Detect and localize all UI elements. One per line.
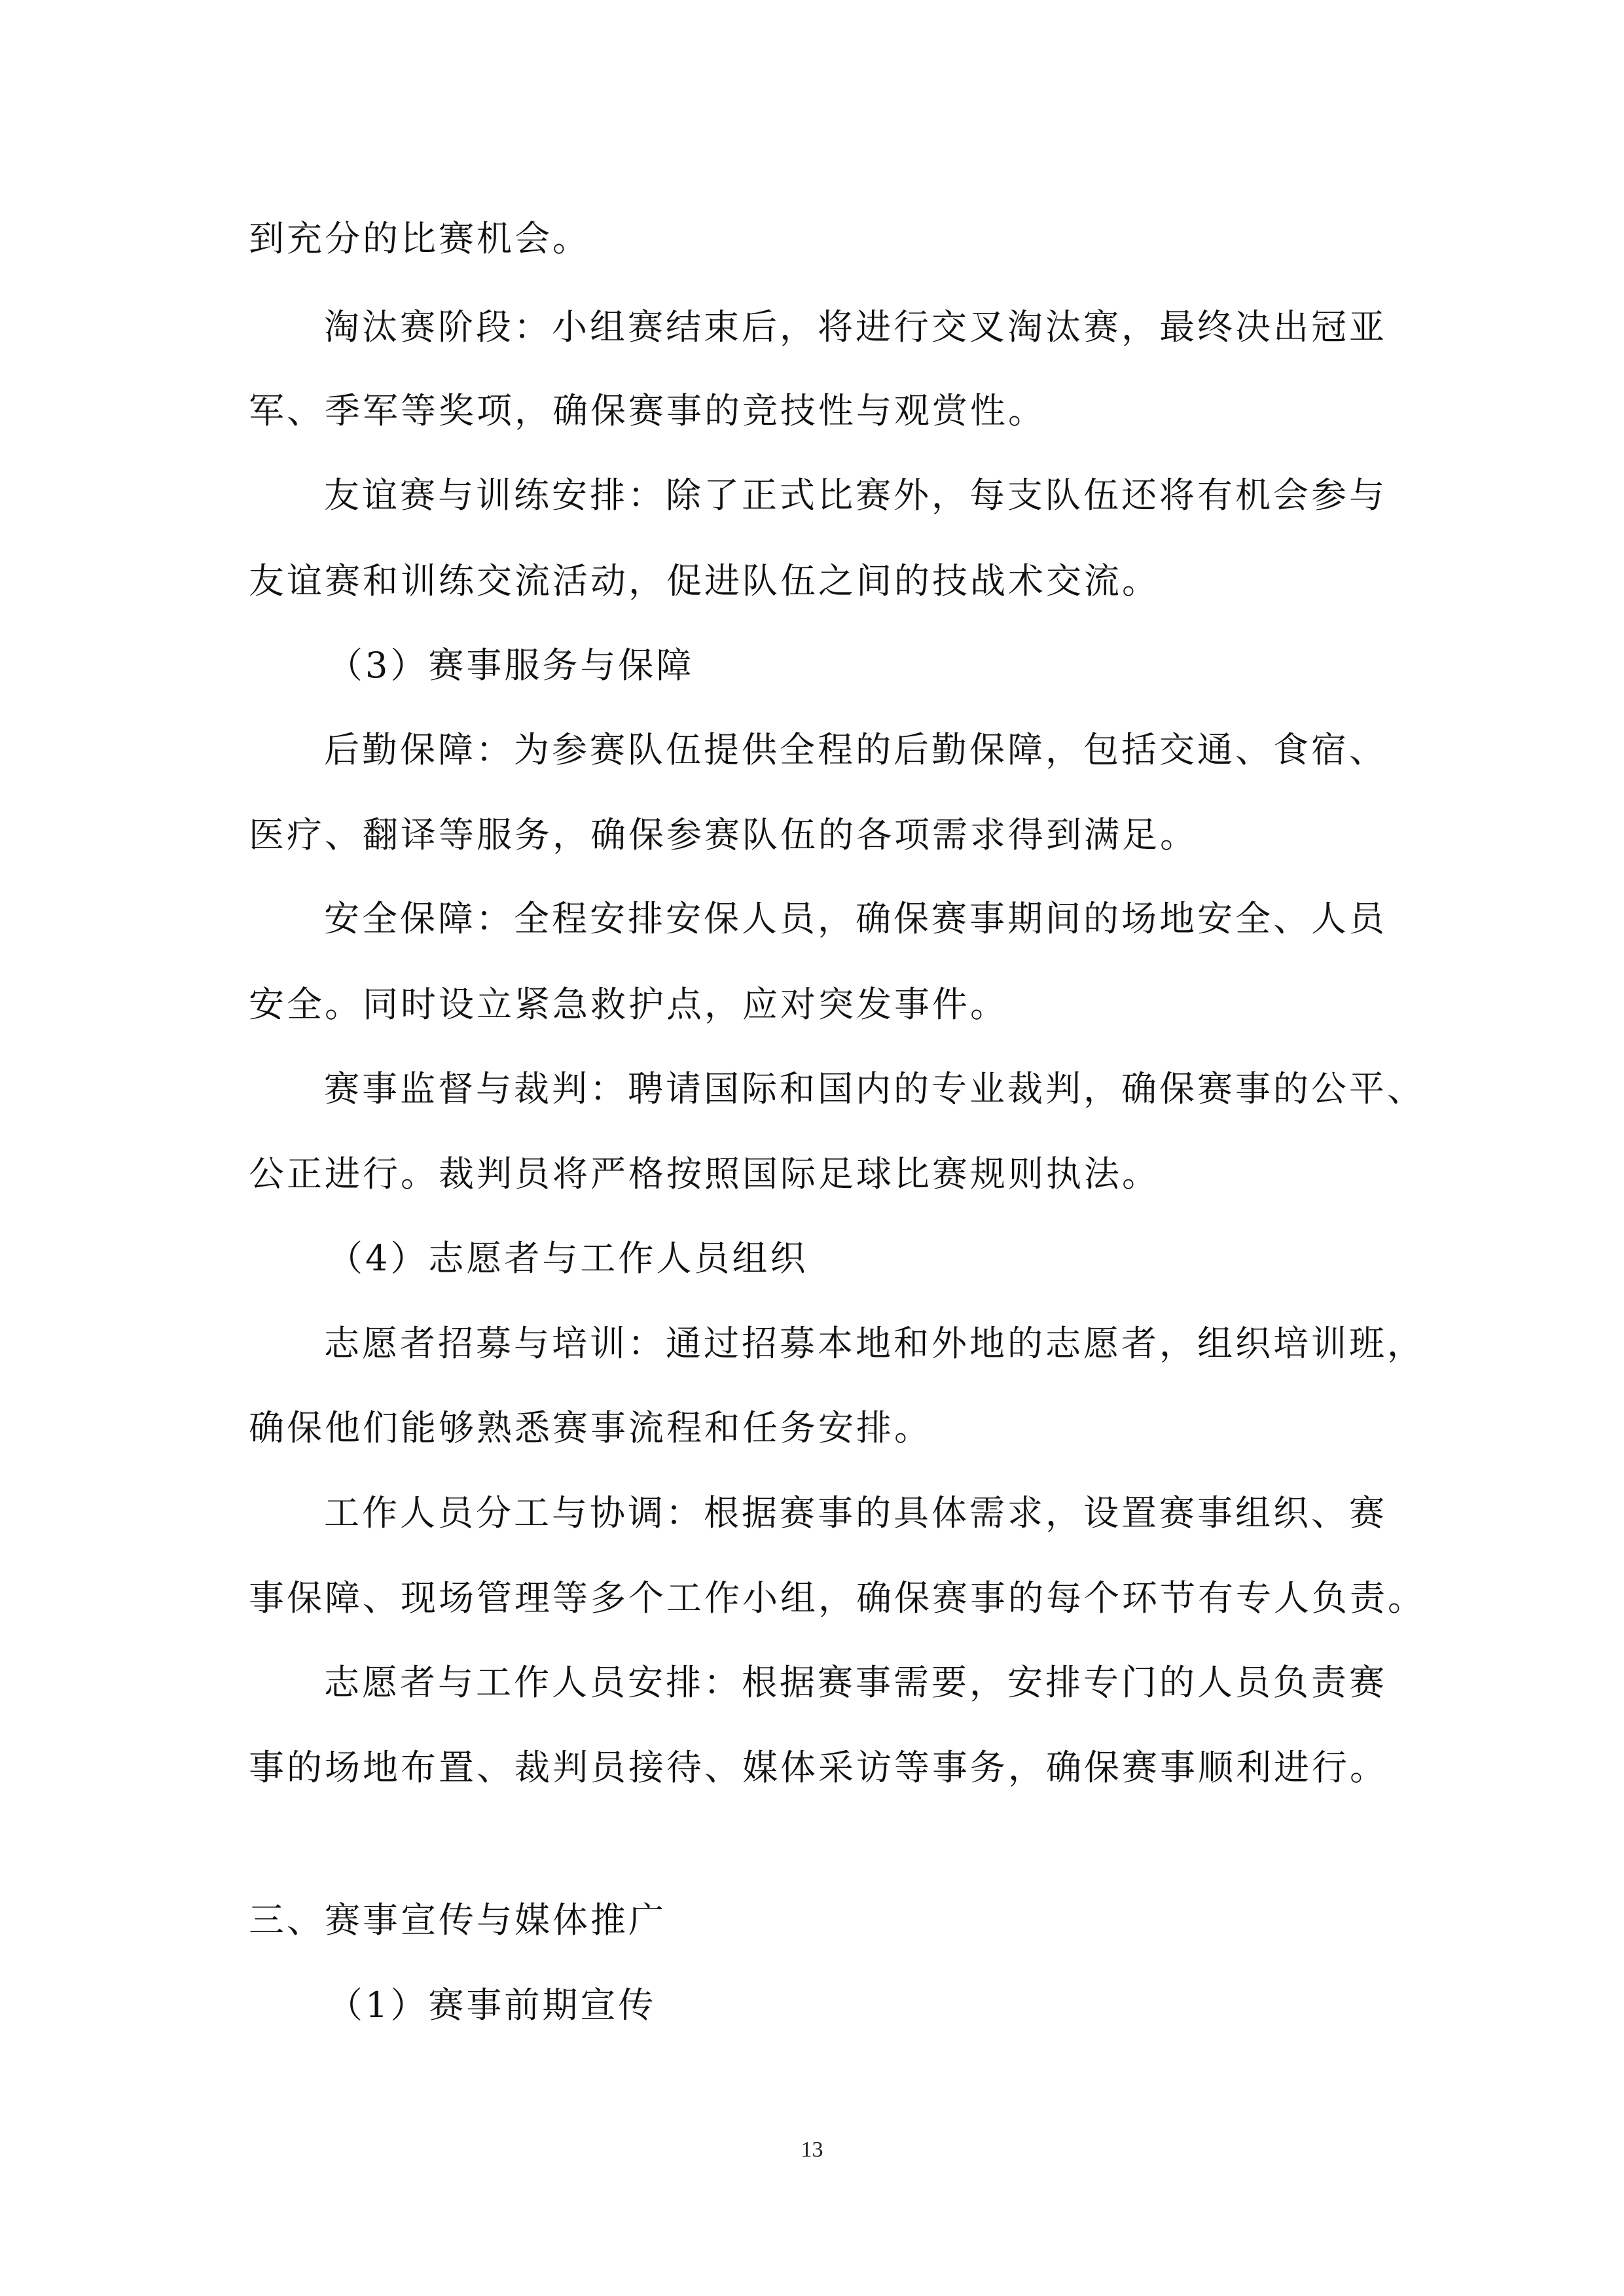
paragraph-line: 到充分的比赛机会。 (249, 218, 590, 259)
paragraph-line: 安全保障：全程安排安保人员，确保赛事期间的场地安全、人员 (324, 898, 1387, 939)
paragraph-line: 公正进行。裁判员将严格按照国际足球比赛规则执法。 (249, 1153, 1160, 1194)
paragraph-line: 友谊赛和训练交流活动，促进队伍之间的技战术交流。 (249, 560, 1160, 601)
section-heading: （1）赛事前期宣传 (327, 1984, 657, 2026)
section-heading: （4）志愿者与工作人员组织 (327, 1238, 808, 1279)
paragraph-line: 安全。同时设立紧急救护点，应对突发事件。 (249, 984, 1008, 1025)
paragraph-line: 后勤保障：为参赛队伍提供全程的后勤保障，包括交通、食宿、 (324, 729, 1387, 770)
paragraph-line: 医疗、翻译等服务，确保参赛队伍的各项需求得到满足。 (249, 814, 1198, 855)
paragraph-line: 工作人员分工与协调：根据赛事的具体需求，设置赛事组织、赛 (324, 1492, 1387, 1534)
paragraph-line: 赛事监督与裁判：聘请国际和国内的专业裁判，确保赛事的公平、 (324, 1068, 1425, 1109)
paragraph-line: 志愿者招募与培训：通过招募本地和外地的志愿者，组织培训班， (324, 1323, 1425, 1364)
page-number: 13 (801, 2138, 823, 2162)
section-heading: （3）赛事服务与保障 (327, 645, 695, 686)
paragraph-line: 事保障、现场管理等多个工作小组，确保赛事的每个环节有专人负责。 (249, 1577, 1426, 1619)
paragraph-line: 事的场地布置、裁判员接待、媒体采访等事务，确保赛事顺利进行。 (249, 1747, 1388, 1788)
paragraph-line: 友谊赛与训练安排：除了正式比赛外，每支队伍还将有机会参与 (324, 475, 1387, 516)
paragraph-line: 淘汰赛阶段：小组赛结束后，将进行交叉淘汰赛，最终决出冠亚 (324, 306, 1387, 348)
paragraph-line: 确保他们能够熟悉赛事流程和任务安排。 (249, 1407, 932, 1448)
paragraph-line: 军、季军等奖项，确保赛事的竞技性与观赏性。 (249, 390, 1046, 431)
chapter-heading: 三、赛事宣传与媒体推广 (249, 1899, 666, 1941)
paragraph-line: 志愿者与工作人员安排：根据赛事需要，安排专门的人员负责赛 (324, 1662, 1387, 1703)
